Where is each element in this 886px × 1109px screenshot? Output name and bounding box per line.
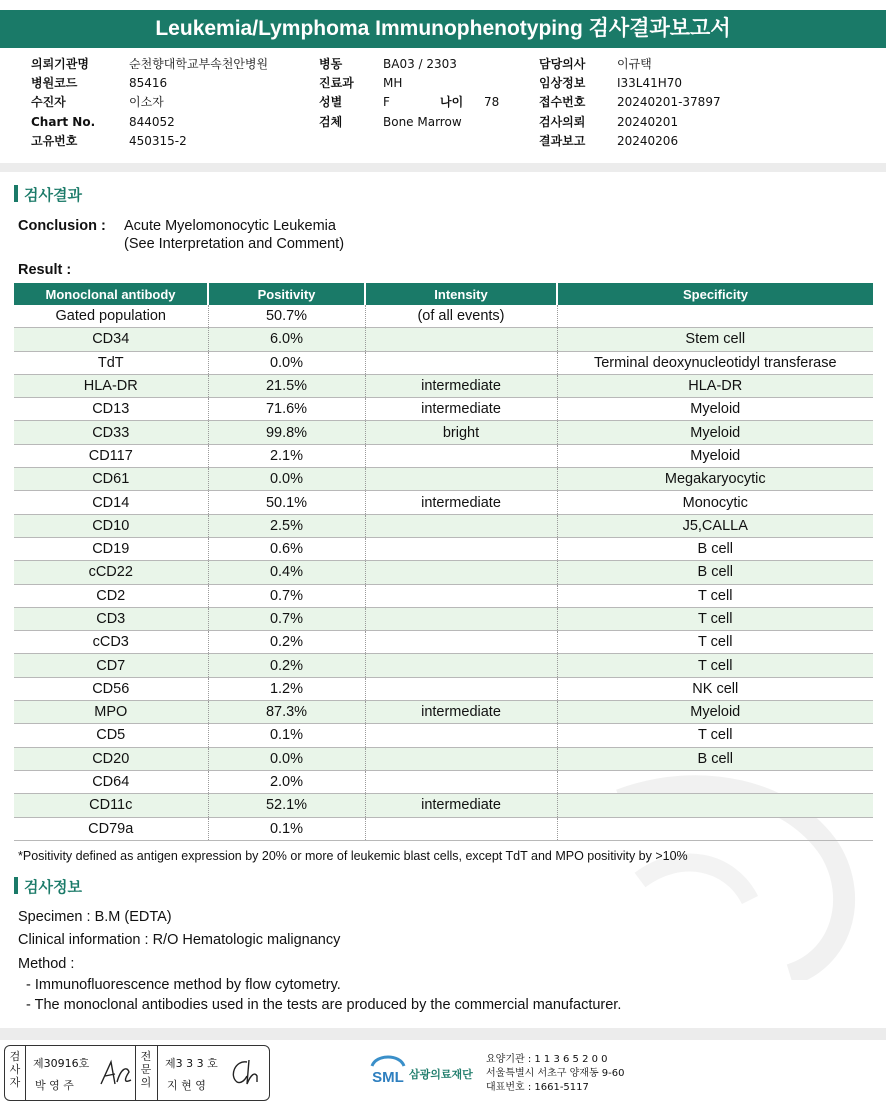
header-field: [31, 93, 268, 112]
intensity-cell: [365, 444, 557, 467]
specificity-cell: Myeloid: [557, 701, 873, 724]
table-row: [14, 631, 873, 654]
table-row: [14, 701, 873, 724]
header-intensity: Intensity: [365, 283, 557, 305]
table-row: [14, 584, 873, 607]
positivity-cell: 0.2%: [208, 631, 365, 654]
positivity-cell: 21.5%: [208, 374, 365, 397]
method-label: Method :: [18, 956, 75, 972]
field-label: 진료과: [319, 76, 354, 91]
signature-box: [4, 1045, 270, 1101]
specificity-cell: T cell: [557, 584, 873, 607]
field-value: F: [383, 95, 390, 110]
specificity-cell: T cell: [557, 724, 873, 747]
intensity-cell: (of all events): [365, 305, 557, 328]
header-field: [319, 113, 499, 132]
specificity-cell: Myeloid: [557, 421, 873, 444]
table-row: [14, 770, 873, 793]
antibody-cell: CD5: [14, 724, 208, 747]
antibody-cell: CD7: [14, 654, 208, 677]
field-value: 20240206: [617, 133, 679, 148]
antibody-cell: CD61: [14, 468, 208, 491]
field-label: 검체: [319, 114, 343, 129]
info-title-text: 검사정보: [24, 878, 82, 896]
positivity-cell: 6.0%: [208, 328, 365, 351]
table-row: [14, 794, 873, 817]
field-label: 결과보고: [539, 133, 586, 148]
header-col-2: [319, 55, 499, 132]
specificity-cell: [557, 817, 873, 840]
conclusion-label: Conclusion :: [18, 218, 106, 234]
field-label: 접수번호: [539, 95, 586, 110]
antibody-cell: CD10: [14, 514, 208, 537]
contact-info: [486, 1053, 625, 1095]
divider: [25, 1046, 26, 1100]
section-marker-icon: [14, 185, 18, 202]
intensity-cell: intermediate: [365, 398, 557, 421]
antibody-cell: CD64: [14, 770, 208, 793]
field-value: 20240201: [617, 114, 679, 129]
table-row: [14, 654, 873, 677]
clinical-info-line: Clinical information : R/O Hematologic malignancy: [18, 932, 341, 948]
intensity-cell: intermediate: [365, 374, 557, 397]
specificity-cell: Terminal deoxynucleotidyl transferase: [557, 351, 873, 374]
field-value: I33L41H70: [617, 76, 683, 91]
antibody-cell: CD33: [14, 421, 208, 444]
antibody-cell: Gated population: [14, 305, 208, 328]
specificity-cell: B cell: [557, 561, 873, 584]
conclusion-line-2: (See Interpretation and Comment): [124, 236, 345, 252]
sml-logo-icon: [366, 1052, 410, 1092]
age-label: 나이: [440, 95, 464, 110]
positivity-cell: 50.1%: [208, 491, 365, 514]
contact-line-2: 서울특별시 서초구 양재동 9-60: [486, 1068, 625, 1079]
intensity-cell: bright: [365, 421, 557, 444]
header-separator: [0, 163, 886, 172]
table-row: [14, 537, 873, 560]
tester-label: 검사자: [9, 1050, 21, 1089]
table-row: [14, 374, 873, 397]
header-field: [319, 55, 499, 74]
header-positivity: Positivity: [208, 283, 365, 305]
positivity-cell: 71.6%: [208, 398, 365, 421]
positivity-cell: 0.4%: [208, 561, 365, 584]
specificity-cell: Monocytic: [557, 491, 873, 514]
specificity-cell: T cell: [557, 654, 873, 677]
field-label: 병원코드: [31, 76, 78, 91]
positivity-cell: 87.3%: [208, 701, 365, 724]
antibody-cell: CD2: [14, 584, 208, 607]
positivity-cell: 99.8%: [208, 421, 365, 444]
header-field: [539, 74, 721, 93]
info-section-title: [14, 877, 82, 897]
contact-line-3: 대표번호 : 1661-5117: [486, 1082, 589, 1093]
positivity-cell: 1.2%: [208, 677, 365, 700]
specificity-cell: [557, 794, 873, 817]
table-row: [14, 677, 873, 700]
header-field: [539, 55, 721, 74]
specificity-cell: J5,CALLA: [557, 514, 873, 537]
specialist-signature-icon: [227, 1056, 263, 1090]
field-value: 이소자: [129, 95, 164, 110]
header-field: [319, 93, 499, 112]
specificity-cell: HLA-DR: [557, 374, 873, 397]
table-header-row: [14, 283, 873, 305]
antibody-cell: cCD22: [14, 561, 208, 584]
contact-line-1: 요양기관 : 1 1 3 6 5 2 0 0: [486, 1054, 608, 1065]
header-field: [539, 132, 721, 151]
field-value: MH: [383, 76, 403, 91]
field-label: 성별: [319, 95, 343, 110]
field-value: Bone Marrow: [383, 114, 462, 129]
header-field: [31, 132, 268, 151]
footer-separator: [0, 1028, 886, 1040]
antibody-cell: CD14: [14, 491, 208, 514]
positivity-cell: 0.0%: [208, 468, 365, 491]
field-label: 고유번호: [31, 133, 78, 148]
results-table: [14, 283, 873, 841]
antibody-cell: CD117: [14, 444, 208, 467]
table-row: [14, 724, 873, 747]
header-field: [31, 74, 268, 93]
method-line-1: - Immunofluorescence method by flow cytometry.: [26, 977, 341, 993]
specificity-cell: T cell: [557, 631, 873, 654]
divider: [135, 1046, 136, 1100]
antibody-cell: HLA-DR: [14, 374, 208, 397]
method-line-2: - The monoclonal antibodies used in the tests are produced by the commercial manufacturer.: [26, 997, 622, 1013]
table-row: [14, 305, 873, 328]
positivity-cell: 50.7%: [208, 305, 365, 328]
field-value: 844052: [129, 114, 175, 129]
positivity-cell: 2.0%: [208, 770, 365, 793]
header-specificity: Specificity: [557, 283, 873, 305]
antibody-cell: CD20: [14, 747, 208, 770]
intensity-cell: intermediate: [365, 491, 557, 514]
field-label: 담당의사: [539, 57, 586, 71]
intensity-cell: [365, 468, 557, 491]
result-label: Result :: [18, 262, 72, 278]
table-row: [14, 468, 873, 491]
positivity-cell: 0.1%: [208, 817, 365, 840]
specialist-number: 제3 3 3 호: [165, 1057, 218, 1070]
specificity-cell: [557, 770, 873, 793]
intensity-cell: [365, 328, 557, 351]
antibody-cell: MPO: [14, 701, 208, 724]
positivity-cell: 0.0%: [208, 747, 365, 770]
field-value: 85416: [129, 76, 168, 91]
positivity-cell: 52.1%: [208, 794, 365, 817]
org-name: 삼광의료재단: [409, 1068, 473, 1081]
table-row: [14, 421, 873, 444]
specificity-cell: Megakaryocytic: [557, 468, 873, 491]
intensity-cell: [365, 724, 557, 747]
intensity-cell: [365, 631, 557, 654]
positivity-footnote: *Positivity defined as antigen expression by 20% or more of leukemic blast cells, except TdT and MPO positivity by >10%: [18, 849, 688, 863]
table-row: [14, 444, 873, 467]
field-value: 순천향대학교부속천안병원: [129, 57, 269, 71]
header-field: [31, 55, 268, 74]
intensity-cell: [365, 561, 557, 584]
positivity-cell: 0.7%: [208, 607, 365, 630]
specialist-name: 지 현 영: [167, 1079, 206, 1092]
field-label: 임상정보: [539, 76, 586, 91]
specificity-cell: B cell: [557, 537, 873, 560]
antibody-cell: CD3: [14, 607, 208, 630]
positivity-cell: 0.2%: [208, 654, 365, 677]
divider: [157, 1046, 158, 1100]
report-title: Leukemia/Lymphoma Immunophenotyping 검사결과보고서: [0, 10, 886, 48]
specificity-cell: Myeloid: [557, 444, 873, 467]
field-value: 20240201-37897: [617, 95, 721, 110]
intensity-cell: [365, 747, 557, 770]
specificity-cell: B cell: [557, 747, 873, 770]
intensity-cell: [365, 537, 557, 560]
specificity-cell: NK cell: [557, 677, 873, 700]
table-row: [14, 514, 873, 537]
field-label: 수진자: [31, 95, 66, 110]
header-monoclonal-antibody: Monoclonal antibody: [14, 283, 208, 305]
header-field: [31, 113, 268, 132]
table-row: [14, 328, 873, 351]
antibody-cell: CD11c: [14, 794, 208, 817]
field-value: 이규택: [617, 57, 652, 71]
intensity-cell: [365, 654, 557, 677]
intensity-cell: [365, 817, 557, 840]
intensity-cell: [365, 351, 557, 374]
field-label: 병동: [319, 57, 343, 71]
header-field: [539, 113, 721, 132]
specialist-label: 전문의: [140, 1050, 152, 1089]
table-row: [14, 351, 873, 374]
antibody-cell: CD34: [14, 328, 208, 351]
positivity-cell: 0.1%: [208, 724, 365, 747]
field-value: 450315-2: [129, 133, 187, 148]
intensity-cell: [365, 514, 557, 537]
specificity-cell: [557, 305, 873, 328]
positivity-cell: 0.7%: [208, 584, 365, 607]
header-field: [539, 93, 721, 112]
logo-text: SML: [372, 1069, 404, 1086]
header-col-1: [31, 55, 268, 151]
field-label: 의뢰기관명: [31, 57, 89, 71]
conclusion-line-1: Acute Myelomonocytic Leukemia: [124, 218, 336, 234]
antibody-cell: CD19: [14, 537, 208, 560]
intensity-cell: [365, 607, 557, 630]
antibody-cell: CD79a: [14, 817, 208, 840]
results-title-text: 검사결과: [24, 186, 82, 204]
antibody-cell: TdT: [14, 351, 208, 374]
positivity-cell: 0.0%: [208, 351, 365, 374]
header-field: [319, 74, 499, 93]
intensity-cell: intermediate: [365, 794, 557, 817]
field-label: Chart No.: [31, 114, 96, 129]
specificity-cell: Stem cell: [557, 328, 873, 351]
header-col-3: [539, 55, 721, 151]
table-row: [14, 491, 873, 514]
intensity-cell: [365, 677, 557, 700]
intensity-cell: [365, 584, 557, 607]
antibody-cell: CD56: [14, 677, 208, 700]
intensity-cell: [365, 770, 557, 793]
specificity-cell: Myeloid: [557, 398, 873, 421]
specimen-line: Specimen : B.M (EDTA): [18, 909, 172, 925]
positivity-cell: 0.6%: [208, 537, 365, 560]
tester-name: 박 영 주: [35, 1079, 74, 1092]
table-row: [14, 747, 873, 770]
table-row: [14, 561, 873, 584]
results-section-title: [14, 185, 82, 205]
positivity-cell: 2.1%: [208, 444, 365, 467]
tester-signature-icon: [97, 1058, 133, 1090]
table-row: [14, 817, 873, 840]
field-label: 검사의뢰: [539, 114, 586, 129]
table-row: [14, 398, 873, 421]
positivity-cell: 2.5%: [208, 514, 365, 537]
section-marker-icon: [14, 877, 18, 894]
specificity-cell: T cell: [557, 607, 873, 630]
antibody-cell: cCD3: [14, 631, 208, 654]
tester-number: 제30916호: [33, 1057, 90, 1070]
field-value: BA03 / 2303: [383, 57, 457, 71]
age-value: 78: [484, 95, 500, 110]
table-row: [14, 607, 873, 630]
intensity-cell: intermediate: [365, 701, 557, 724]
antibody-cell: CD13: [14, 398, 208, 421]
